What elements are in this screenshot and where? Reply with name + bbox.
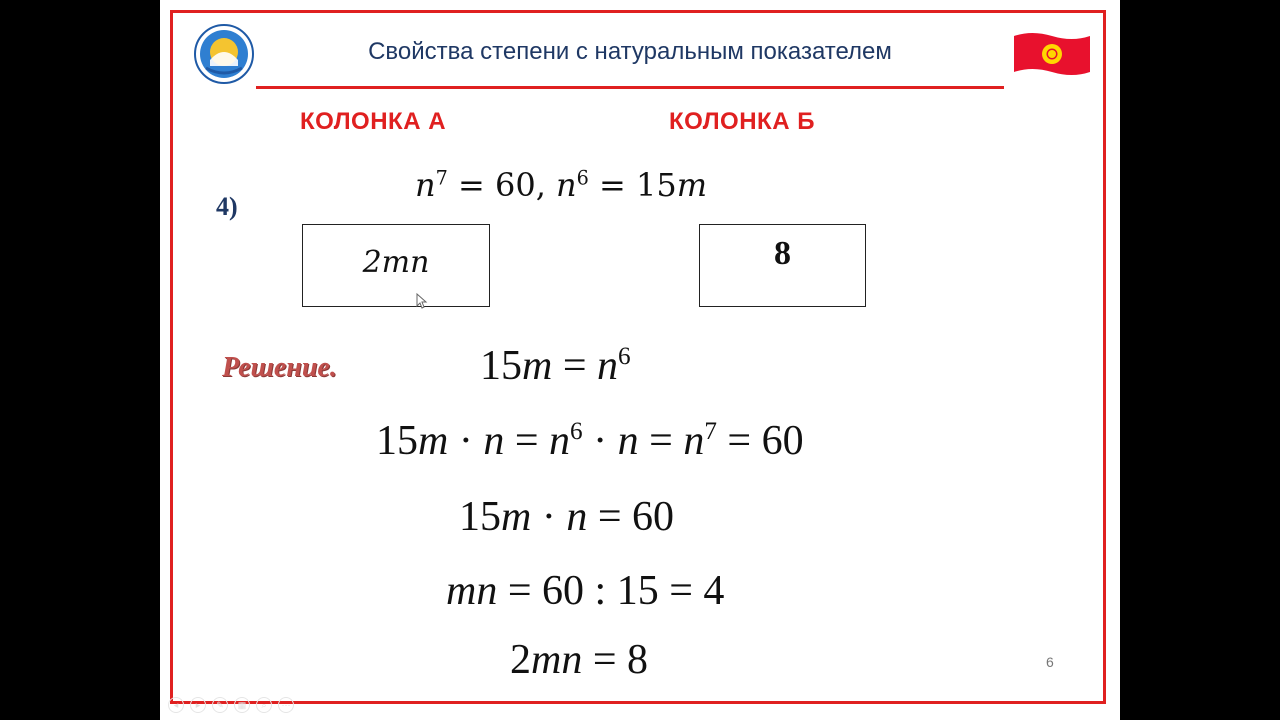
- step2-n4: n: [683, 418, 705, 464]
- problem-number: 4): [216, 192, 238, 221]
- step3-n: n: [566, 494, 588, 540]
- step3-dot: ·: [531, 494, 567, 540]
- column-a-box: [302, 224, 490, 307]
- slideshow-controls: [168, 697, 294, 713]
- step5-mn: mn: [531, 637, 583, 683]
- mouse-cursor-icon: [416, 293, 428, 309]
- step2-exp1: 6: [570, 418, 583, 445]
- solution-step-2: [376, 417, 804, 465]
- column-a-label: КОЛОНКА А: [300, 108, 447, 135]
- step2-coef: 15: [376, 418, 418, 464]
- slide-title: Свойства степени с натуральным показателем: [368, 38, 892, 65]
- cond-exp2: 6: [576, 166, 589, 190]
- step2-n3: n: [617, 418, 639, 464]
- step4-rest: = 60 : 15 = 4: [497, 568, 725, 614]
- step3-eq: = 60: [587, 494, 675, 540]
- step2-eq2: =: [638, 418, 684, 464]
- step1-exp: 6: [618, 343, 631, 370]
- step2-n1: n: [483, 418, 505, 464]
- solution-step-3: [459, 493, 674, 541]
- step2-eq1: =: [504, 418, 550, 464]
- previous-slide-button[interactable]: ◂: [168, 697, 184, 713]
- solution-step-5-partial: [460, 636, 700, 683]
- step3-coef: 15: [459, 494, 501, 540]
- step5-rest: = 8: [582, 637, 649, 683]
- presentation-slide: [160, 0, 1120, 720]
- solution-step-1: [480, 342, 631, 390]
- cond-m: m: [676, 166, 708, 204]
- next-slide-button[interactable]: ▸: [190, 697, 206, 713]
- cond-exp1: 7: [435, 166, 448, 190]
- more-options-button[interactable]: ⋯: [278, 697, 294, 713]
- cond-rest2: = 15: [588, 166, 677, 204]
- title-underline: [256, 86, 1004, 89]
- solution-label: Решение.: [222, 352, 337, 383]
- step2-exp2: 7: [704, 418, 717, 445]
- cond-n2: n: [556, 166, 577, 204]
- solution-step-5: [510, 636, 648, 684]
- step2-m: m: [418, 418, 449, 464]
- column-b-label: КОЛОНКА Б: [669, 108, 815, 135]
- step5-coef: 2: [510, 637, 531, 683]
- solution-step-4: [446, 567, 724, 615]
- step2-n2: n: [549, 418, 571, 464]
- column-a-value: 2mn: [362, 245, 430, 280]
- column-b-box: [699, 224, 866, 307]
- step1-n: n: [597, 343, 619, 389]
- slide-page-number: 6: [1046, 654, 1054, 670]
- problem-condition: [415, 166, 707, 204]
- pen-tool-button[interactable]: ✎: [212, 697, 228, 713]
- step3-m: m: [501, 494, 532, 540]
- step1-m: m: [522, 343, 553, 389]
- state-emblem-icon: [194, 24, 254, 84]
- step2-eq3: = 60: [716, 418, 804, 464]
- cond-rest1: = 60,: [447, 166, 557, 204]
- kyrgyz-flag-icon: [1012, 30, 1092, 78]
- step4-mn: mn: [446, 568, 498, 614]
- column-b-value: 8: [774, 235, 791, 272]
- step2-dot2: ·: [582, 418, 618, 464]
- step1-coef: 15: [480, 343, 522, 389]
- cond-n1: n: [415, 166, 436, 204]
- slide-sorter-button[interactable]: ▦: [234, 697, 250, 713]
- step2-dot1: ·: [448, 418, 484, 464]
- step1-eq: =: [552, 343, 598, 389]
- zoom-button[interactable]: ⌕: [256, 697, 272, 713]
